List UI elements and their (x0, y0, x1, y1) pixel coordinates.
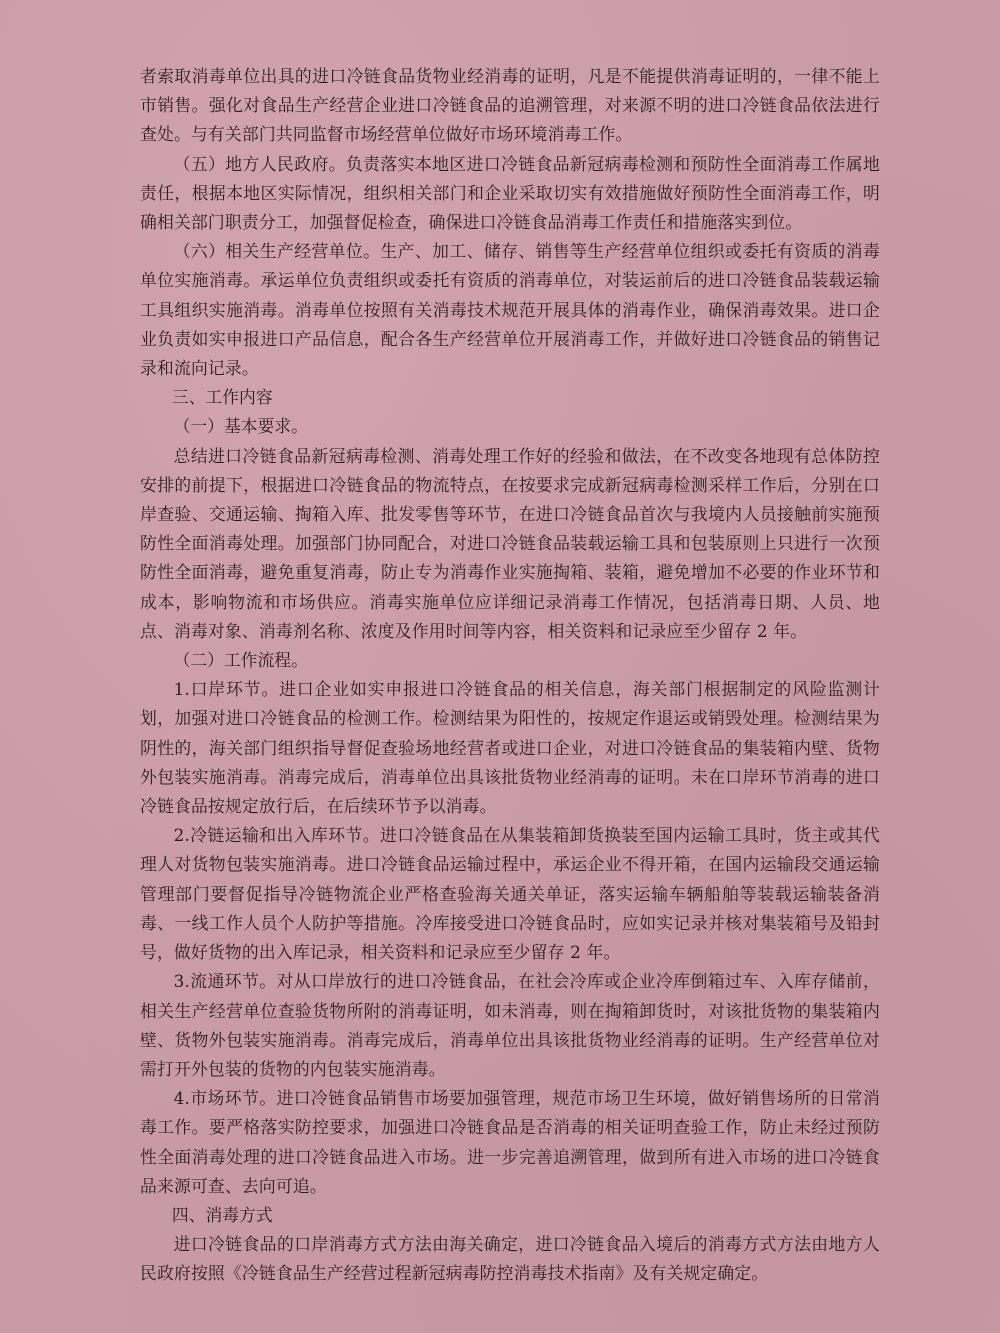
subheading-basic-requirements: （一）基本要求。 (173, 416, 308, 437)
paragraph-circulation-stage: 3.流通环节。对从口岸放行的进口冷链食品，在社会冷库或企业冷库倒箱过车、入库存储前，相关生产经营单位查验货物所附的消毒证明，如未消毒，则在掏箱卸货时，对该批货物的集装箱内壁、货物外包装实施消毒。消毒完成后，消毒单位出具该批货物业经消毒的证明。生产经营单位对需打开外包装的货物的内包装实施消毒。 (140, 971, 880, 1079)
heading-disinfection-method: 四、消毒方式 (171, 1204, 273, 1225)
paragraph-section-5-local-government: （五）地方人民政府。负责落实本地区进口冷链食品新冠病毒检测和预防性全面消毒工作属地责任，根据本地区实际情况，组织相关部门和企业采取切实有效措施做好预防性全面消毒工作，明确相关部门职责分工，加强督促检查，确保进口冷链食品消毒工作责任和措施落实到位。 (140, 153, 880, 233)
paragraph-cold-chain-transport-stage: 2.冷链运输和出入库环节。进口冷链食品在从集装箱卸货换装至国内运输工具时，货主或其代理人对货物包装实施消毒。进口冷链食品运输过程中，承运企业不得开箱，在国内运输段交通运输管理部门要督促指导冷链物流企业严格查验海关通关单证，落实运输车辆船舶等装载运输装备消毒、一线工作人员个人防护等措施。冷库接受进口冷链食品时，应如实记录并核对集装箱号及铅封号，做好货物的出入库记录，相关资料和记录应至少留存 2 年。 (140, 825, 880, 963)
paragraph-basic-requirements: 总结进口冷链食品新冠病毒检测、消毒处理工作好的经验和做法，在不改变各地现有总体防控安排的前提下，根据进口冷链食品的物流特点，在按要求完成新冠病毒检测采样工作后，分别在口岸查验、交通运输、掏箱入库、批发零售等环节，在进口冷链食品首次与我境内人员接触前实施预防性全面消毒处理。加强部门协同配合，对进口冷链食品装载运输工具和包装原则上只进行一次预防性全面消毒，避免重复消毒，防止专为消毒作业实施掏箱、装箱，避免增加不必要的作业环节和成本，影响物流和市场供应。消毒实施单位应详细记录消毒工作情况，包括消毒日期、人员、地点、消毒对象、消毒剂名称、浓度及作用时间等内容，相关资料和记录应至少留存 2 年。 (140, 445, 880, 641)
paragraph-disinfection-method: 进口冷链食品的口岸消毒方式方法由海关确定，进口冷链食品入境后的消毒方式方法由地方人民政府按照《冷链食品生产经营过程新冠病毒防控消毒技术指南》及有关规定确定。 (140, 1234, 880, 1284)
subheading-work-process: （二）工作流程。 (173, 650, 308, 671)
paragraph-continuation: 者索取消毒单位出具的进口冷链食品货物业经消毒的证明，凡是不能提供消毒证明的，一律不能上市销售。强化对食品生产经营企业进口冷链食品的追溯管理，对来源不明的进口冷链食品依法进行查处。与有关部门共同监督市场经营单位做好市场环境消毒工作。 (140, 66, 880, 145)
paragraph-port-stage: 1.口岸环节。进口企业如实申报进口冷链食品的相关信息，海关部门根据制定的风险监测计划，加强对进口冷链食品的检测工作。检测结果为阳性的，按规定作退运或销毁处理。检测结果为阴性的，海关部门组织指导督促查验场地经营者或进口企业，对进口冷链食品的集装箱内壁、货物外包装实施消毒。消毒完成后，消毒单位出具该批货物业经消毒的证明。未在口岸环节消毒的进口冷链食品按规定放行后，在后续环节予以消毒。 (140, 679, 880, 817)
paragraph-section-6-production-units: （六）相关生产经营单位。生产、加工、储存、销售等生产经营单位组织或委托有资质的消毒单位实施消毒。承运单位负责组织或委托有资质的消毒单位，对装运前后的进口冷链食品装载运输工具组织实施消毒。消毒单位按照有关消毒技术规范开展具体的消毒作业，确保消毒效果。进口企业负责如实申报进口产品信息，配合各生产经营单位开展消毒工作，并做好进口冷链食品的销售记录和流向记录。 (140, 241, 880, 379)
heading-work-content: 三、工作内容 (171, 387, 273, 408)
document-body (140, 62, 880, 1289)
paragraph-market-stage: 4.市场环节。进口冷链食品销售市场要加强管理，规范市场卫生环境，做好销售场所的日常消毒工作。要严格落实防控要求，加强进口冷链食品是否消毒的相关证明查验工作，防止未经过预防性全面消毒处理的进口冷链食品进入市场。进一步完善追溯管理，做到所有进入市场的进口冷链食品来源可查、去向可追。 (140, 1088, 880, 1196)
